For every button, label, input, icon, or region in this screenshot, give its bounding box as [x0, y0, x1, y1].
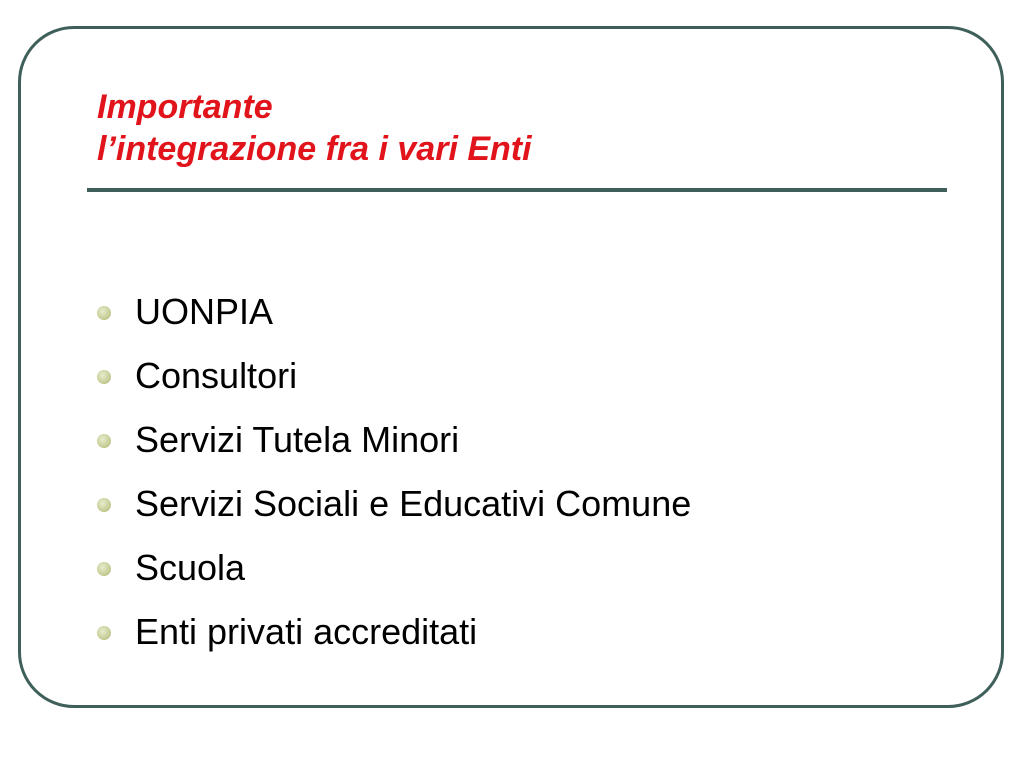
bullet-item	[97, 476, 691, 540]
slide-title	[97, 86, 947, 170]
bullet-icon	[97, 306, 111, 320]
bullet-text: UONPIA	[135, 291, 274, 332]
bullet-icon	[97, 498, 111, 512]
bullet-list	[97, 284, 691, 668]
bullet-item	[97, 348, 691, 412]
bullet-text: Scuola	[135, 547, 246, 588]
bullet-text: Consultori	[135, 355, 298, 396]
bullet-item	[97, 540, 691, 604]
bullet-icon	[97, 370, 111, 384]
bullet-item	[97, 604, 691, 668]
bullet-text: Servizi Tutela Minori	[135, 419, 460, 460]
bullet-text: Enti privati accreditati	[135, 611, 478, 652]
bullet-text: Servizi Sociali e Educativi Comune	[135, 483, 692, 524]
title-line-2: l’integrazione fra i vari Enti	[97, 130, 532, 168]
title-line-1: Importante	[97, 88, 273, 126]
bullet-item	[97, 412, 691, 476]
bullet-icon	[97, 434, 111, 448]
bullet-icon	[97, 626, 111, 640]
bullet-icon	[97, 562, 111, 576]
bullet-item	[97, 284, 691, 348]
title-divider	[87, 188, 947, 192]
